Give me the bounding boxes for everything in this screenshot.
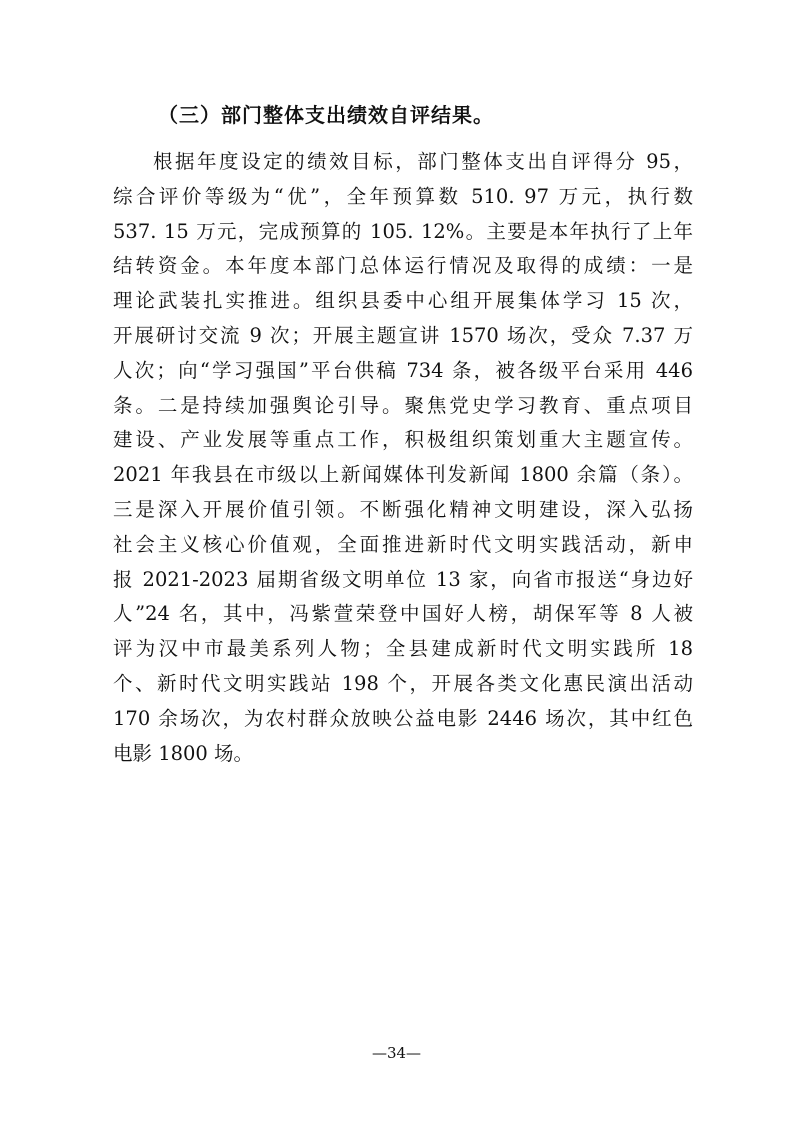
paragraph-line: 理论武装扎实推进。组织县委中心组开展集体学习 15 次， [113,289,693,313]
paragraph-line: 人”24 名，其中，冯紫萱荣登中国好人榜，胡保军等 8 人被 [113,602,693,626]
paragraph-line: 人次；向“学习强国”平台供稿 734 条，被各级平台采用 446 [113,358,693,382]
section-heading: （三）部门整体支出绩效自评结果。 [158,103,494,127]
paragraph-line: 170 余场次，为农村群众放映公益电影 2446 场次，其中红色 [113,706,693,730]
paragraph-line: 根据年度设定的绩效目标，部门整体支出自评得分 95， [153,150,693,173]
paragraph-line: 2021 年我县在市级以上新闻媒体刊发新闻 1800 余篇（条）。 [113,463,693,487]
paragraph-line: 结转资金。本年度本部门总体运行情况及取得的成绩：一是 [113,254,693,278]
page-number: —34— [371,1044,422,1062]
paragraph-line: 537. 15 万元，完成预算的 105. 12%。主要是本年执行了上年 [113,219,693,243]
paragraph-line: 电影 1800 场。 [113,741,254,765]
paragraph-line: 评为汉中市最美系列人物；全县建成新时代文明实践所 18 [113,637,693,661]
paragraph-line: 个、新时代文明实践站 198 个，开展各类文化惠民演出活动 [113,671,693,695]
body-paragraph [113,145,693,771]
paragraph-line: 条。二是持续加强舆论引导。聚焦党史学习教育、重点项目 [113,393,693,417]
paragraph-line: 建设、产业发展等重点工作，积极组织策划重大主题宣传。 [113,428,693,452]
paragraph-line: 综合评价等级为“优”，全年预算数 510. 97 万元，执行数 [113,184,693,208]
paragraph-line: 社会主义核心价值观，全面推进新时代文明实践活动，新申 [113,532,693,556]
paragraph-line: 三是深入开展价值引领。不断强化精神文明建设，深入弘扬 [113,497,693,521]
paragraph-line: 报 2021-2023 届期省级文明单位 13 家，向省市报送“身边好 [113,567,693,591]
paragraph-line: 开展研讨交流 9 次；开展主题宣讲 1570 场次，受众 7.37 万 [113,323,693,347]
